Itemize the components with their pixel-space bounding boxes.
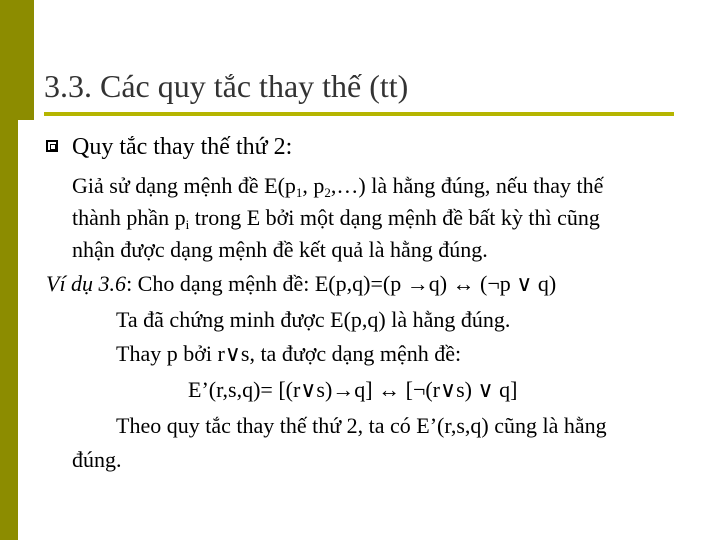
square-bullet-icon [46, 140, 58, 156]
para1-line3: nhận được dạng mệnh đề kết quả là hằng đúng. [72, 237, 488, 262]
example-line3: Thay p bởi r∨s, ta được dạng mệnh đề: [116, 341, 462, 366]
bullet-heading: Quy tắc thay thế thứ 2: [72, 134, 293, 160]
example-line1: Ví dụ 3.6: Cho dạng mệnh đề: E(p,q)=(p →q) ↔ (¬p ∨ q) [46, 271, 557, 296]
example-line5: Theo quy tắc thay thế thứ 2, ta có E’(r,s,q) cũng là hằng [116, 413, 607, 438]
slide-title: 3.3. Các quy tắc thay thế (tt) [44, 68, 409, 104]
example-label: Ví dụ 3.6 [46, 271, 127, 296]
title-underline [44, 112, 674, 116]
example-line6: đúng. [72, 447, 122, 472]
example-line4: E’(r,s,q)= [(r∨s)→q] ↔ [¬(r∨s) ∨ q] [188, 377, 518, 402]
left-accent-bar [0, 0, 18, 540]
top-accent-bar [18, 0, 34, 120]
para1-line2: thành phần $p_i$ trong E bởi một dạng mệnh đề bất kỳ thì cũng [72, 205, 600, 232]
example-line2: Ta đã chứng minh được E(p,q) là hằng đúng. [116, 307, 511, 332]
para1-line1: Giả sử dạng mệnh đề $E(p_1$, $p_2,\dots$) là hằng đúng, nếu thay thế [72, 173, 604, 200]
